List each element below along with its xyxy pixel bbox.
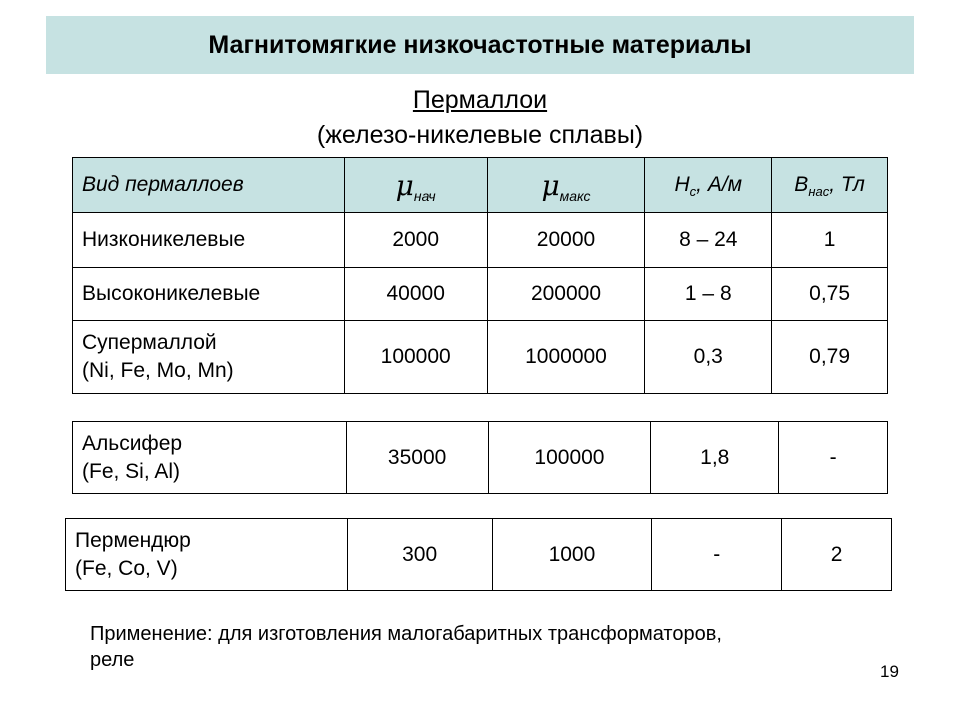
mu-symbol: μ <box>541 168 560 202</box>
header-mu-start <box>344 158 487 213</box>
page-number: 19 <box>880 662 899 681</box>
bs-symbol: B <box>794 173 809 196</box>
alsifer-table <box>72 421 888 494</box>
row-hc: 1 – 8 <box>645 268 772 321</box>
bs-sub: нас <box>808 184 830 199</box>
row-name-line2: (Fe, Si, Al) <box>82 459 181 483</box>
row-bs: 1 <box>772 213 888 268</box>
row-hc: 1,8 <box>651 422 779 494</box>
row-name: Низконикелевые <box>73 213 345 268</box>
slide-title: Магнитомягкие низкочастотные материалы <box>208 30 752 59</box>
table-row <box>66 519 892 591</box>
row-name-line1: Пермендюр <box>75 528 191 552</box>
subtitle-main-wrap <box>0 86 960 115</box>
row-hc: 8 – 24 <box>645 213 772 268</box>
table-row <box>73 422 888 494</box>
row-name-line1: Супермаллой <box>82 331 217 354</box>
subtitle-main: Пермаллои <box>412 86 548 114</box>
hc-sub: c <box>689 184 697 199</box>
header-type: Вид пермаллоев <box>73 158 345 213</box>
row-mu-start: 100000 <box>344 321 487 394</box>
row-name-line2: (Fe, Co, V) <box>75 556 178 580</box>
bs-unit: , Тл <box>829 173 865 196</box>
permendur-table <box>65 518 892 591</box>
mu-symbol: μ <box>395 168 414 202</box>
row-mu-max: 100000 <box>488 422 651 494</box>
application-line2: реле <box>90 649 135 671</box>
row-mu-start: 40000 <box>344 268 487 321</box>
row-hc: - <box>652 519 782 591</box>
row-mu-max: 20000 <box>487 213 645 268</box>
table-row <box>73 213 888 268</box>
row-mu-max: 1000000 <box>487 321 645 394</box>
mu-max-sub: макс <box>559 187 591 204</box>
row-bs: 0,75 <box>772 268 888 321</box>
row-bs: - <box>779 422 888 494</box>
row-name: Высоконикелевые <box>73 268 345 321</box>
hc-symbol: H <box>674 173 690 196</box>
application-note <box>90 621 870 673</box>
mu-start-sub: нач <box>413 187 436 204</box>
row-bs: 0,79 <box>772 321 888 394</box>
table-header-row <box>73 158 888 213</box>
row-name <box>73 422 347 494</box>
header-mu-max <box>487 158 645 213</box>
row-mu-start: 35000 <box>346 422 488 494</box>
slide-title-bar <box>46 16 914 74</box>
subtitle-sub: (железо-никелевые сплавы) <box>316 121 644 149</box>
row-name-line2: (Ni, Fe, Mo, Mn) <box>82 359 234 382</box>
hc-unit: , А/м <box>696 173 743 196</box>
header-hc <box>645 158 772 213</box>
row-hc: 0,3 <box>645 321 772 394</box>
row-name <box>73 321 345 394</box>
row-mu-start: 300 <box>347 519 492 591</box>
row-mu-start: 2000 <box>344 213 487 268</box>
row-name <box>66 519 348 591</box>
table-row <box>73 268 888 321</box>
header-bs <box>772 158 888 213</box>
row-mu-max: 1000 <box>492 519 652 591</box>
row-bs: 2 <box>782 519 892 591</box>
permalloy-table <box>72 157 888 394</box>
table-row <box>73 321 888 394</box>
row-mu-max: 200000 <box>487 268 645 321</box>
row-name-line1: Альсифер <box>82 431 183 455</box>
application-line1: Применение: для изготовления малогабаритных трансформаторов, <box>90 623 722 645</box>
